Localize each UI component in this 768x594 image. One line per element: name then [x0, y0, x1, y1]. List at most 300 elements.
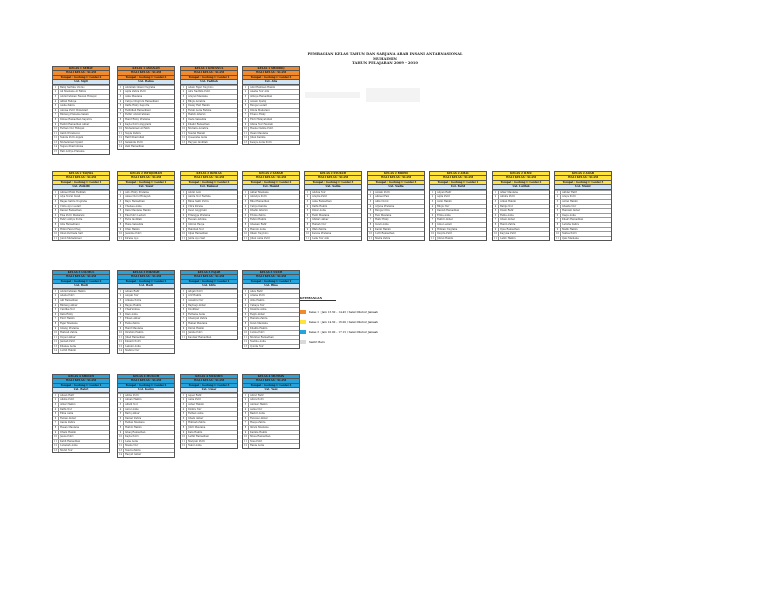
class-table: [554, 171, 612, 241]
student-name: Gaida Zahra: [60, 421, 76, 425]
student-name: Labib Hakim: [500, 236, 516, 240]
row-number: 9: [118, 123, 124, 127]
student-row: [118, 94, 174, 99]
student-row: [118, 397, 174, 402]
student-name: Khansa Aulia: [60, 344, 76, 348]
class-table: [429, 171, 487, 241]
row-number: 2: [53, 195, 59, 199]
student-name: Rafi Aditya Pratama: [60, 150, 85, 154]
student-name: Arsyad Maulana: [188, 94, 208, 98]
row-number: 9: [493, 228, 499, 232]
student-name: Lutfi Ramadhan: [375, 232, 395, 236]
row-number: 7: [368, 218, 374, 222]
class-header-h1: KELAS 3 NUUR: [242, 270, 300, 274]
student-row: [181, 222, 237, 227]
student-name: Hasya Zahra: [250, 421, 266, 425]
row-number: 6: [53, 109, 59, 113]
student-name: Azka Ramadhan: [312, 199, 332, 203]
student-name: Kahfi Ramadhan: [60, 439, 81, 443]
row-number: 2: [53, 398, 59, 402]
row-number: 8: [430, 223, 436, 227]
student-row: [53, 236, 109, 241]
row-number: 12: [118, 136, 124, 140]
row-number: 3: [243, 403, 249, 407]
class-header-h4: Ust. Rahmat: [180, 184, 238, 190]
student-name: Maryam Putri: [188, 439, 205, 443]
row-number: 2: [243, 398, 249, 402]
class-header-h1: KELAS 3 ULUMUL: [52, 270, 110, 274]
class-table: [492, 171, 550, 241]
student-name: Afiqah Putri: [188, 289, 203, 293]
row-number: 12: [243, 136, 249, 140]
class-header-h4: Ust. Alia: [242, 79, 300, 85]
student-name: Cantika Nur: [60, 308, 75, 312]
row-number: 4: [430, 205, 436, 209]
row-number: 14: [53, 349, 59, 353]
student-name: Keisya Aulia Putri: [250, 140, 272, 144]
class-header-h2: WALI KELAS : SLAM: [242, 175, 300, 179]
row-number: 5: [118, 308, 124, 312]
row-number: 8: [118, 426, 124, 430]
student-list: [242, 393, 300, 449]
student-name: Balqis Nur: [500, 204, 514, 208]
row-number: 10: [118, 435, 124, 439]
student-row: [118, 326, 174, 331]
row-number: 1: [305, 191, 311, 195]
student-row: [368, 231, 424, 236]
student-name: Naura Zahra: [125, 448, 141, 452]
row-number: 11: [118, 336, 124, 340]
row-number: 3: [181, 403, 187, 407]
row-number: 5: [243, 209, 249, 213]
row-number: 13: [53, 141, 59, 145]
student-row: [181, 298, 237, 303]
row-number: 9: [181, 327, 187, 331]
student-row: [53, 103, 109, 108]
student-name: Faizan Akbar: [60, 416, 76, 420]
student-list: [180, 393, 238, 449]
student-row: [181, 199, 237, 204]
student-row: [53, 425, 109, 430]
student-name: Erina Aulia: [437, 213, 451, 217]
row-number: 4: [118, 304, 124, 308]
row-number: 6: [118, 417, 124, 421]
class-header-h2: WALI KELAS : SLAM: [52, 175, 110, 179]
student-row: [181, 407, 237, 412]
student-row: [118, 348, 174, 353]
row-number: 3: [493, 200, 499, 204]
student-row: [53, 126, 109, 131]
class-header-h1: KELAS 3 HIKMAH: [117, 270, 175, 274]
student-name: Queensha Aulia: [188, 136, 208, 140]
student-list: [180, 190, 238, 242]
row-number: 6: [118, 109, 124, 113]
row-number: 10: [118, 331, 124, 335]
student-name: Jundi Muhammad: [60, 236, 82, 240]
student-name: Ishaq Ramadhan: [125, 430, 146, 434]
row-number: 2: [243, 294, 249, 298]
student-row: [118, 131, 174, 136]
student-row: [181, 108, 237, 113]
row-number: 12: [118, 340, 124, 344]
student-name: Dzulfikar: [188, 308, 200, 312]
row-number: 10: [53, 435, 59, 439]
student-row: [493, 227, 549, 232]
student-row: [243, 407, 299, 412]
student-row: [118, 344, 174, 349]
student-row: [181, 99, 237, 104]
student-name: Hilmi Faizul Haq: [60, 227, 81, 231]
student-name: Kenzie Pratama: [312, 232, 332, 236]
class-header-h3: Tempat : Gedung C Lantai 1: [242, 279, 300, 283]
student-name: Laksmi Aulia: [125, 344, 141, 348]
class-header-h4: Ust. Salim: [304, 184, 362, 190]
student-name: Aiman Hakim: [125, 398, 142, 402]
student-row: [305, 194, 361, 199]
legend-title: KETERANGAN: [300, 297, 336, 301]
student-name: Alisha Putri: [60, 398, 75, 402]
row-number: 6: [243, 109, 249, 113]
student-name: Laila Nur Aini: [312, 236, 330, 240]
row-number: 13: [118, 141, 124, 145]
student-row: [53, 204, 109, 209]
student-name: Faiz Maulana: [375, 213, 392, 217]
legend-item: [300, 327, 410, 337]
row-number: 11: [243, 440, 249, 444]
student-row: [555, 231, 611, 236]
student-row: [118, 411, 174, 416]
student-row: [53, 199, 109, 204]
student-row: [53, 131, 109, 136]
student-name: Adam Fajar Nugroho: [188, 85, 214, 89]
student-name: Irham Hakim: [60, 430, 77, 434]
student-name: Rania Aulia: [250, 444, 264, 448]
row-number: 1: [181, 290, 187, 294]
student-name: Cahya Kamila: [250, 204, 267, 208]
student-name: Nadine Aulia: [250, 340, 266, 344]
class-table: [180, 66, 238, 145]
student-name: Ghani Akbar: [188, 416, 204, 420]
student-row: [118, 199, 174, 204]
class-header-h3: Tempat : Gedung C Lantai 1: [429, 180, 487, 184]
student-row: [243, 99, 299, 104]
row-number: 2: [53, 90, 59, 94]
student-row: [243, 227, 299, 232]
student-list: [52, 393, 110, 454]
row-number: 7: [555, 218, 561, 222]
student-name: Arsyila Putri: [312, 195, 328, 199]
class-table: [242, 66, 300, 145]
student-row: [305, 231, 361, 236]
row-number: 1: [118, 86, 124, 90]
class-header-h4: Ust. Munir: [554, 184, 612, 190]
student-name: Naufal Hanafi: [188, 131, 205, 135]
row-number: 5: [305, 209, 311, 213]
student-name: Hasna Nabila Putri: [250, 127, 274, 131]
class-header-h2: WALI KELAS : SLAM: [117, 274, 175, 278]
class-header-h3: Tempat : Gedung C Lantai 3: [242, 383, 300, 387]
student-row: [53, 439, 109, 444]
student-row: [243, 208, 299, 213]
student-list: [554, 190, 612, 242]
student-row: [181, 312, 237, 317]
student-name: Alif Ramadhan: [60, 298, 78, 302]
student-row: [243, 326, 299, 331]
student-name: Mumtaz Ramadhan: [250, 335, 274, 339]
row-number: 4: [305, 205, 311, 209]
class-table: [117, 374, 175, 458]
class-table: [242, 374, 300, 449]
class-header-h3: Tempat : Gedung C Lantai 2: [492, 180, 550, 184]
row-number: 1: [53, 191, 59, 195]
row-number: 10: [181, 435, 187, 439]
student-name: Fathir Abdurrahman: [125, 113, 150, 117]
student-name: Abid Rahman Hakim: [250, 85, 276, 89]
student-row: [555, 227, 611, 232]
student-name: Jelita Ayu Sari: [188, 236, 206, 240]
student-row: [53, 135, 109, 140]
row-number: 11: [243, 237, 249, 241]
student-row: [118, 298, 174, 303]
class-table: [180, 270, 238, 340]
student-row: [118, 316, 174, 321]
class-header-h3: Tempat : Gedung C Lantai 3: [304, 180, 362, 184]
student-row: [181, 293, 237, 298]
student-name: Nabil Aulia: [188, 444, 202, 448]
row-number: 14: [118, 349, 124, 353]
row-number: 8: [53, 223, 59, 227]
student-name: Haikal Maulana: [188, 321, 208, 325]
student-name: Danish Ramadhan: [437, 209, 460, 213]
student-row: [118, 85, 174, 90]
legend-text: Kelas 1 : Jam 13.30 – 14.45 / Salat Dhuhur Jamaah: [309, 309, 378, 314]
row-number: 11: [53, 440, 59, 444]
class-header-h2: WALI KELAS : SLAM: [180, 274, 238, 278]
row-number: 14: [118, 453, 124, 457]
student-row: [493, 190, 549, 195]
student-name: Ali Maulana Al Fathis: [60, 90, 87, 94]
row-number: 7: [53, 317, 59, 321]
student-name: Fadil Maulana: [312, 213, 330, 217]
student-row: [305, 222, 361, 227]
student-name: Cahya Ningrum Ramadhani: [125, 99, 159, 103]
student-name: Fauzan Azhima: [188, 218, 207, 222]
student-name: Ghina Nur Fauziah: [250, 122, 273, 126]
row-number: 5: [181, 412, 187, 416]
row-number: 11: [118, 132, 124, 136]
row-number: 6: [53, 417, 59, 421]
student-name: Adelia Putri: [60, 294, 75, 298]
class-header-h1: KELAS 4 MUHSIN: [242, 374, 300, 378]
row-number: 3: [181, 200, 187, 204]
student-row: [243, 312, 299, 317]
student-row: [243, 439, 299, 444]
student-row: [305, 208, 361, 213]
student-row: [118, 204, 174, 209]
row-number: 9: [53, 228, 59, 232]
student-row: [118, 227, 174, 232]
student-name: Hafidz Hakim: [125, 425, 142, 429]
row-number: 13: [243, 345, 249, 349]
student-name: Nisa Putri: [250, 439, 263, 443]
student-row: [368, 217, 424, 222]
row-number: 10: [181, 127, 187, 131]
student-row: [53, 108, 109, 113]
student-row: [368, 199, 424, 204]
student-name: Iffah Zahira: [312, 227, 327, 231]
student-row: [243, 231, 299, 236]
student-row: [243, 126, 299, 131]
student-name: Dian Aulia: [125, 312, 138, 316]
student-name: Hanif Maulana: [125, 326, 144, 330]
student-name: Arkana Putra: [125, 298, 142, 302]
student-name: Najwa Khairunnisa: [60, 145, 84, 149]
student-name: Gina Lestari: [437, 222, 452, 226]
row-number: 11: [53, 237, 59, 241]
student-row: [181, 140, 237, 145]
student-name: Dewi Anggraini: [188, 209, 207, 213]
row-number: 1: [181, 394, 187, 398]
student-name: Intan Permata Sari: [60, 232, 84, 236]
student-row: [118, 425, 174, 430]
student-row: [243, 416, 299, 421]
student-row: [118, 430, 174, 435]
student-row: [118, 303, 174, 308]
student-name: Abdurrahman Hakim: [60, 289, 86, 293]
class-header-h1: KELAS 2 ISTIQOMAH: [117, 171, 175, 175]
student-row: [243, 411, 299, 416]
student-name: Ibrahim Hakim: [125, 331, 144, 335]
student-name: Lubna Putri: [250, 331, 265, 335]
row-number: 6: [493, 214, 499, 218]
student-name: Adzkia Nur: [312, 190, 326, 194]
class-header-h3: Tempat : Gedung C Lantai 2: [117, 279, 175, 283]
student-row: [53, 208, 109, 213]
student-name: Amira Nur Fadhila: [188, 195, 211, 199]
row-number: 6: [368, 214, 374, 218]
student-row: [555, 217, 611, 222]
row-number: 11: [118, 440, 124, 444]
student-row: [118, 293, 174, 298]
student-name: Zaki Ramadhan: [125, 145, 145, 149]
class-table: [242, 270, 300, 349]
student-row: [555, 222, 611, 227]
class-header-h2: WALI KELAS : SLAM: [367, 175, 425, 179]
row-number: 3: [243, 299, 249, 303]
student-row: [181, 439, 237, 444]
class-header-h4: Ust. Farid: [429, 184, 487, 190]
row-number: 1: [181, 191, 187, 195]
student-name: Fadhillah Ramadhani: [125, 108, 151, 112]
class-header-h2: WALI KELAS : SLAM: [242, 378, 300, 382]
row-number: 2: [181, 294, 187, 298]
student-name: Jibril Maulana: [188, 425, 206, 429]
student-row: [181, 208, 237, 213]
student-row: [53, 448, 109, 453]
student-row: [243, 112, 299, 117]
student-row: [243, 204, 299, 209]
student-row: [243, 298, 299, 303]
class-table: [52, 270, 110, 354]
student-row: [243, 117, 299, 122]
row-number: 3: [53, 403, 59, 407]
student-name: Gita Ramadhani: [60, 222, 80, 226]
student-name: Aqila Putri: [437, 195, 450, 199]
class-header-h4: Ust. Ratna: [117, 79, 175, 85]
student-name: Kayla Putri Anggraini: [125, 122, 152, 126]
row-number: 4: [118, 205, 124, 209]
student-name: Damar Zahra: [125, 416, 142, 420]
row-number: 5: [53, 308, 59, 312]
student-row: [430, 194, 486, 199]
student-row: [53, 89, 109, 94]
student-row: [368, 236, 424, 241]
student-row: [53, 330, 109, 335]
student-row: [53, 339, 109, 344]
student-name: Jihan Kamila: [250, 136, 266, 140]
student-name: Daffa Rizky Saputra: [125, 104, 150, 108]
class-header-h3: Tempat : Gedung C Lantai 2: [52, 75, 110, 79]
student-row: [53, 222, 109, 227]
student-row: [243, 430, 299, 435]
class-header-h4: Ust. Rudi: [52, 283, 110, 289]
row-number: 3: [181, 95, 187, 99]
row-number: 2: [118, 294, 124, 298]
class-header-h1: KELAS 2 AMAL: [429, 171, 487, 175]
student-row: [555, 236, 611, 241]
row-number: 5: [243, 308, 249, 312]
student-row: [118, 335, 174, 340]
row-number: 7: [243, 113, 249, 117]
student-row: [53, 94, 109, 99]
student-row: [118, 140, 174, 145]
student-row: [243, 135, 299, 140]
student-row: [243, 402, 299, 407]
row-number: 6: [53, 214, 59, 218]
student-row: [181, 85, 237, 90]
row-number: 6: [181, 109, 187, 113]
row-number: 12: [53, 340, 59, 344]
student-name: Alesha Nur Aini: [250, 90, 270, 94]
class-table: [367, 171, 425, 241]
class-header-h2: WALI KELAS : SLAM: [429, 175, 487, 179]
class-header-h4: Ust. Zulkifli: [52, 184, 110, 190]
legend-item: [300, 307, 410, 317]
row-number: 5: [118, 104, 124, 108]
student-row: [118, 231, 174, 236]
student-row: [53, 430, 109, 435]
student-name: Fadlan Maulana: [125, 421, 145, 425]
student-list: [117, 393, 175, 458]
student-name: Khalid Ramadhan: [188, 122, 210, 126]
student-name: Bunga Citra: [375, 209, 390, 213]
row-number: 9: [53, 123, 59, 127]
row-number: 4: [243, 408, 249, 412]
class-header-h3: Tempat : Gedung C Lantai 3: [367, 180, 425, 184]
class-header-h3: Tempat : Gedung C Lantai 3: [180, 383, 238, 387]
student-row: [430, 213, 486, 218]
row-number: 6: [243, 313, 249, 317]
row-number: 7: [53, 218, 59, 222]
student-name: Ghaziyah Zahra: [188, 317, 208, 321]
student-row: [243, 420, 299, 425]
row-number: 13: [118, 449, 124, 453]
student-name: Aqeel Rafif: [188, 393, 202, 397]
student-name: Abdul Aziz: [188, 190, 201, 194]
row-number: 4: [53, 408, 59, 412]
student-row: [243, 289, 299, 294]
student-list: [242, 85, 300, 146]
